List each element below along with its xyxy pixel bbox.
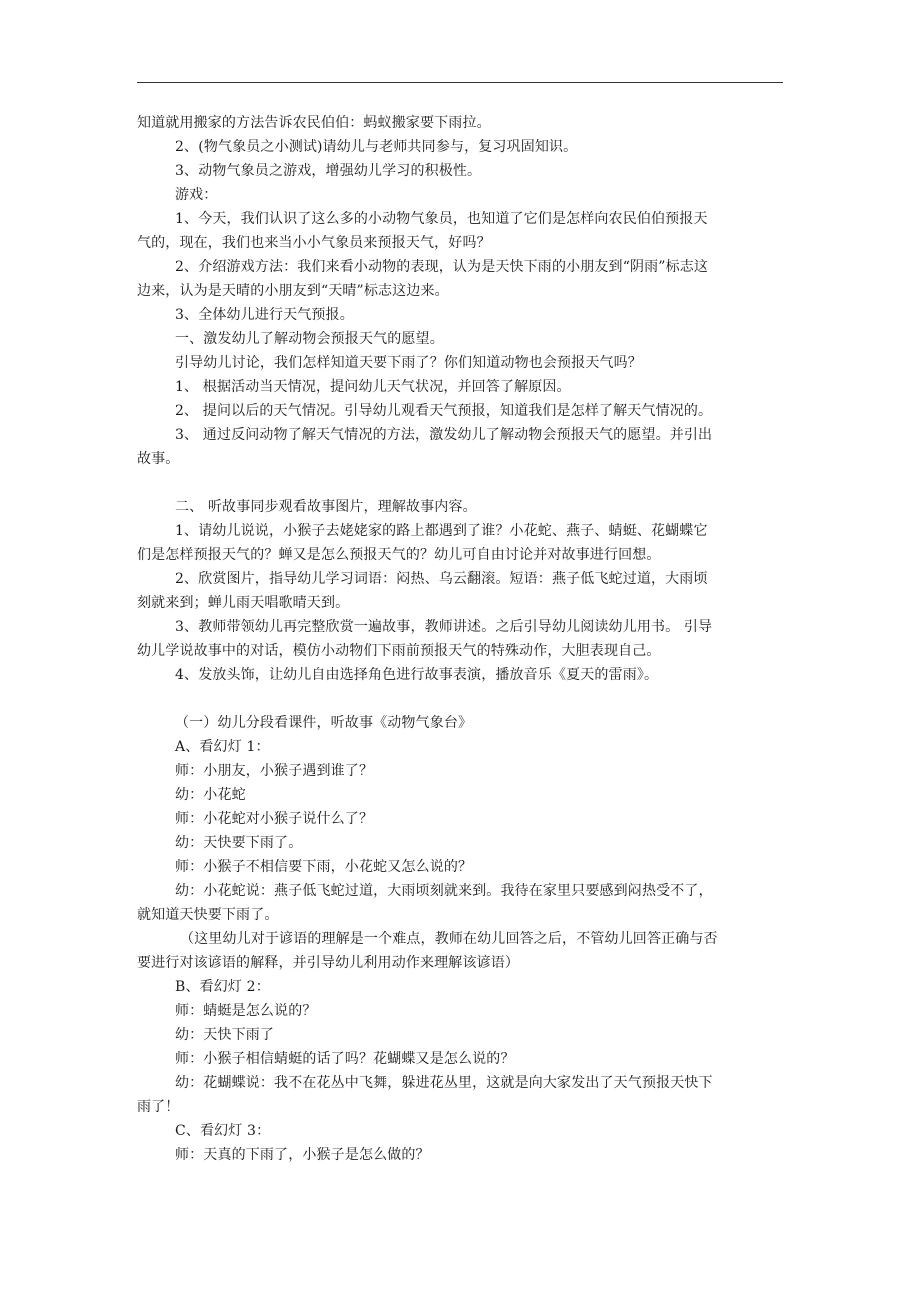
text-line: 师：天真的下雨了，小猴子是怎么做的？: [175, 1147, 430, 1163]
text-line: 3、 通过反问动物了解天气情况的方法，激发幼儿了解动物会预报天气的愿望。并引出: [175, 427, 713, 443]
text-line: 4、发放头饰，让幼儿自由选择角色进行故事表演，播放音乐《夏天的雷雨》。: [175, 667, 659, 683]
text-line: 幼：天快下雨了: [175, 1027, 275, 1043]
text-line: 边来，认为是天晴的小朋友到“天晴”标志这边来。: [137, 283, 449, 299]
header-rule: [137, 82, 783, 83]
text-line: C、看幻灯 3：: [175, 1123, 271, 1139]
text-line: 师：小猴子相信蜻蜓的话了吗？花蝴蝶又是怎么说的？: [175, 1051, 515, 1067]
text-line: 引导幼儿讨论，我们怎样知道天要下雨了？你们知道动物也会预报天气吗？: [175, 355, 642, 371]
text-line: 幼：小花蛇: [175, 787, 246, 803]
text-line: 幼儿学说故事中的对话，模仿小动物们下雨前预报天气的特殊动作，大胆表现自己。: [137, 643, 661, 659]
text-line: 幼：小花蛇说：燕子低飞蛇过道，大雨顷刻就来到。我待在家里只要感到闷热受不了，: [175, 883, 713, 899]
text-line: 2、欣赏图片，指导幼儿学习词语：闷热、乌云翻滚。短语：燕子低飞蛇过道，大雨顷: [175, 571, 708, 587]
text-line: 二、 听故事同步观看故事图片，理解故事内容。: [175, 499, 477, 515]
text-line: 师：蜻蜓是怎么说的？: [175, 1003, 317, 1019]
text-line: 游戏：: [175, 187, 218, 203]
text-line: 一、激发幼儿了解动物会预报天气的愿望。: [175, 331, 444, 347]
text-line: 3、教师带领幼儿再完整欣赏一遍故事，教师讲述。之后引导幼儿阅读幼儿用书。 引导: [175, 619, 713, 635]
text-line: 知道就用搬家的方法告诉农民伯伯：蚂蚁搬家要下雨拉。: [137, 115, 491, 131]
text-line: 就知道天快要下雨了。: [137, 907, 279, 923]
text-line: 师：小猴子不相信要下雨，小花蛇又怎么说的？: [175, 859, 473, 875]
text-line: 师：小朋友，小猴子遇到谁了？: [175, 763, 374, 779]
text-line: 2、(物气象员之小测试)请幼儿与老师共同参与，复习巩固知识。: [175, 139, 578, 155]
text-line: 幼：天快要下雨了。: [175, 835, 303, 851]
text-line: （这里幼儿对于谚语的理解是一个难点，教师在幼儿回答之后，不管幼儿回答正确与否: [180, 931, 718, 947]
text-line: 幼：花蝴蝶说：我不在花丛中飞舞，躲进花丛里，这就是向大家发出了天气预报天快下: [175, 1075, 713, 1091]
text-line: 气的，现在，我们也来当小小气象员来预报天气，好吗？: [137, 235, 491, 251]
text-line: 师：小花蛇对小猴子说什么了？: [175, 811, 374, 827]
text-line: 们是怎样预报天气的？蝉又是怎么预报天气的？幼儿可自由讨论并对故事进行回想。: [137, 547, 661, 563]
text-line: 刻就来到；蝉儿雨天唱歌晴天到。: [137, 595, 350, 611]
text-line: 1、请幼儿说说，小猴子去姥姥家的路上都遇到了谁？小花蛇、燕子、蜻蜓、花蝴蝶它: [175, 523, 708, 539]
text-line: 要进行对该谚语的解释，并引导幼儿利用动作来理解该谚语）: [137, 955, 520, 971]
text-line: 故事。: [137, 451, 180, 467]
text-line: （一）幼儿分段看课件，听故事《动物气象台》: [175, 715, 473, 731]
text-line: B、看幻灯 2：: [175, 979, 270, 995]
text-line: 3、动物气象员之游戏，增强幼儿学习的积极性。: [175, 163, 482, 179]
text-line: 1、今天，我们认识了这么多的小动物气象员，也知道了它们是怎样向农民伯伯预报天: [175, 211, 708, 227]
text-line: 2、介绍游戏方法：我们来看小动物的表现，认为是天快下雨的小朋友到“阴雨”标志这: [175, 259, 709, 275]
text-line: 1、 根据活动当天情况，提问幼儿天气状况，并回答了解原因。: [175, 379, 571, 395]
text-line: A、看幻灯 1：: [175, 739, 270, 755]
text-line: 3、全体幼儿进行天气预报。: [175, 307, 354, 323]
text-line: 雨了！: [137, 1099, 180, 1115]
text-line: 2、 提问以后的天气情况。引导幼儿观看天气预报，知道我们是怎样了解天气情况的。: [175, 403, 713, 419]
